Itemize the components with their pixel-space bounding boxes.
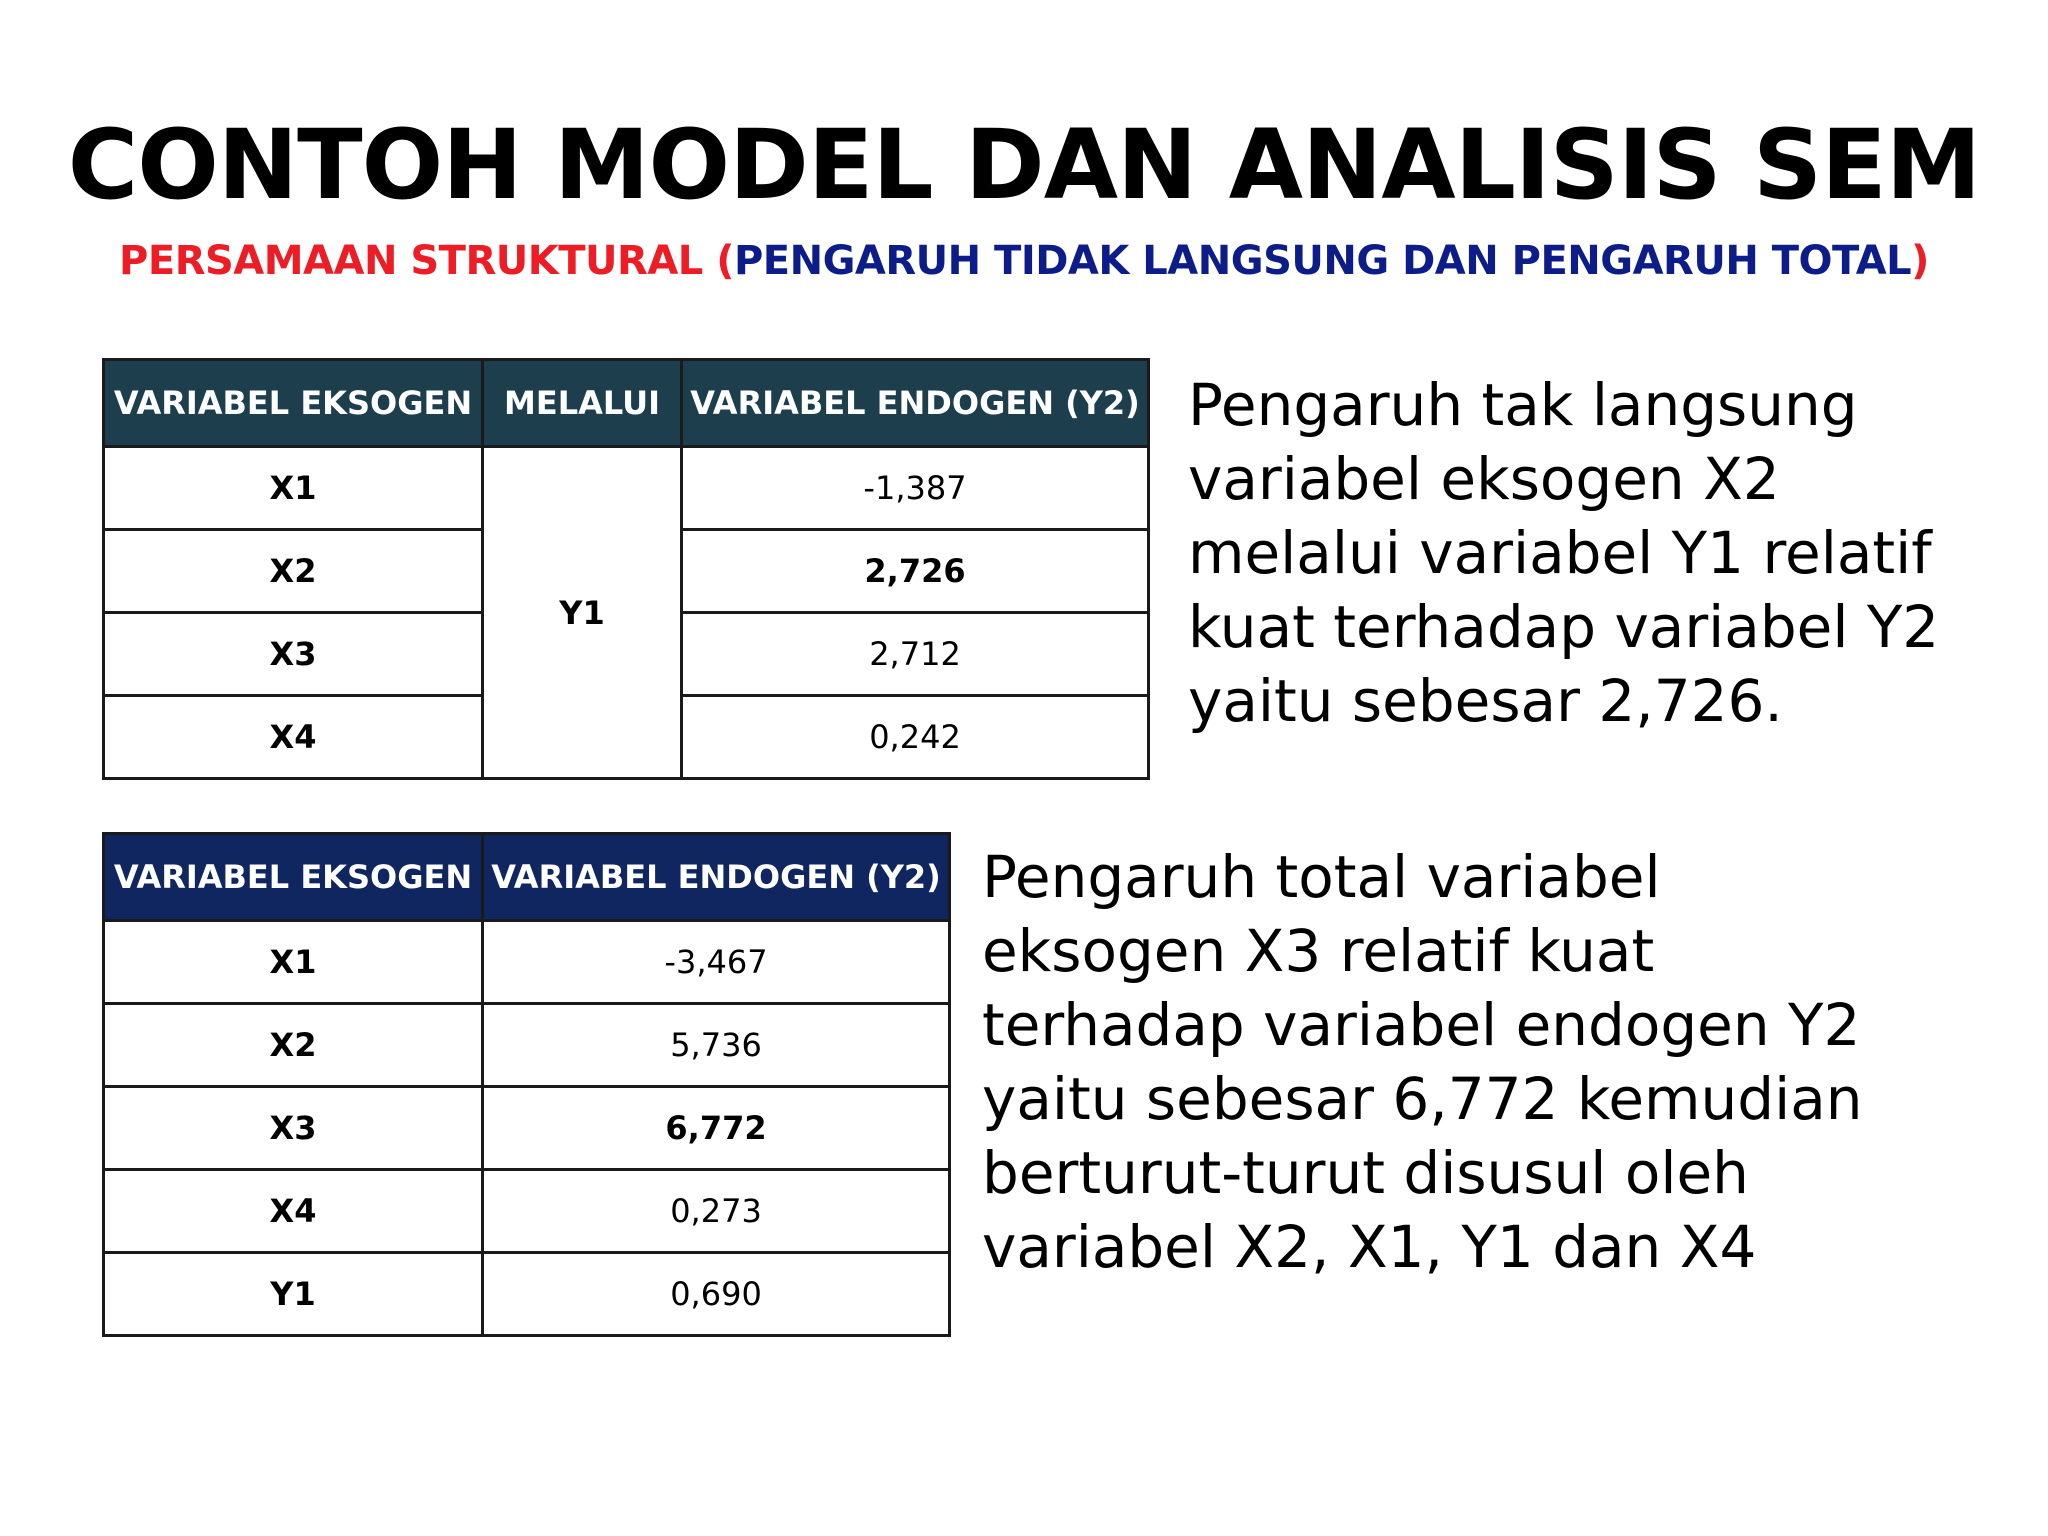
subtitle-red-part: PERSAMAAN STRUKTURAL: [119, 238, 717, 284]
table-row: [104, 1170, 950, 1253]
effect-value-cell: 2,712: [682, 613, 1149, 696]
note-line: eksogen X3 relatif kuat: [982, 917, 1655, 985]
exogenous-variable-cell: X1: [104, 447, 483, 530]
note-line: kuat terhadap variabel Y2: [1188, 593, 1940, 661]
effect-value-cell-highlight: 2,726: [682, 530, 1149, 613]
table-row: [104, 1087, 950, 1170]
note-line: terhadap variabel endogen Y2: [982, 991, 1861, 1059]
effect-value-cell: 0,690: [483, 1253, 950, 1336]
subtitle-paren-close: ): [1911, 238, 1929, 284]
exogenous-variable-cell: X3: [104, 613, 483, 696]
indirect-effect-note: [1188, 368, 2008, 738]
table-row: [104, 447, 1149, 530]
column-header-via: MELALUI: [483, 360, 682, 447]
subtitle-paren-open: (: [716, 238, 734, 284]
note-line: variabel eksogen X2: [1188, 445, 1780, 513]
column-header-endogenous: VARIABEL ENDOGEN (Y2): [483, 834, 950, 921]
table-row: [104, 921, 950, 1004]
table-row: [104, 1253, 950, 1336]
total-effect-note: [982, 840, 2002, 1284]
note-line: Pengaruh tak langsung: [1188, 371, 1858, 439]
note-line: yaitu sebesar 6,772 kemudian: [982, 1065, 1863, 1133]
table-header-row: [104, 834, 950, 921]
exogenous-variable-cell: X1: [104, 921, 483, 1004]
exogenous-variable-cell: X4: [104, 696, 483, 779]
column-header-endogenous: VARIABEL ENDOGEN (Y2): [682, 360, 1149, 447]
indirect-effect-table: [102, 358, 1150, 780]
page-subtitle: [0, 232, 2048, 290]
table-header-row: [104, 360, 1149, 447]
exogenous-variable-cell: X3: [104, 1087, 483, 1170]
column-header-exogenous: VARIABEL EKSOGEN: [104, 360, 483, 447]
effect-value-cell: 0,242: [682, 696, 1149, 779]
exogenous-variable-cell: X4: [104, 1170, 483, 1253]
effect-value-cell: -3,467: [483, 921, 950, 1004]
exogenous-variable-cell: X2: [104, 1004, 483, 1087]
effect-value-cell: -1,387: [682, 447, 1149, 530]
total-effect-table: [102, 832, 951, 1337]
page-title: CONTOH MODEL DAN ANALISIS SEM: [67, 109, 1981, 221]
effect-value-cell: 5,736: [483, 1004, 950, 1087]
column-header-exogenous: VARIABEL EKSOGEN: [104, 834, 483, 921]
note-line: melalui variabel Y1 relatif: [1188, 519, 1932, 587]
exogenous-variable-cell: X2: [104, 530, 483, 613]
subtitle-blue-part: PENGARUH TIDAK LANGSUNG DAN PENGARUH TOTAL: [733, 238, 1912, 284]
note-line: berturut-turut disusul oleh: [982, 1139, 1749, 1207]
table-row: [104, 1004, 950, 1087]
effect-value-cell: 0,273: [483, 1170, 950, 1253]
note-line: yaitu sebesar 2,726.: [1188, 667, 1783, 735]
note-line: variabel X2, X1, Y1 dan X4: [982, 1213, 1757, 1281]
exogenous-variable-cell: Y1: [104, 1253, 483, 1336]
via-variable-cell: Y1: [483, 447, 682, 779]
note-line: Pengaruh total variabel: [982, 843, 1661, 911]
effect-value-cell-highlight: 6,772: [483, 1087, 950, 1170]
